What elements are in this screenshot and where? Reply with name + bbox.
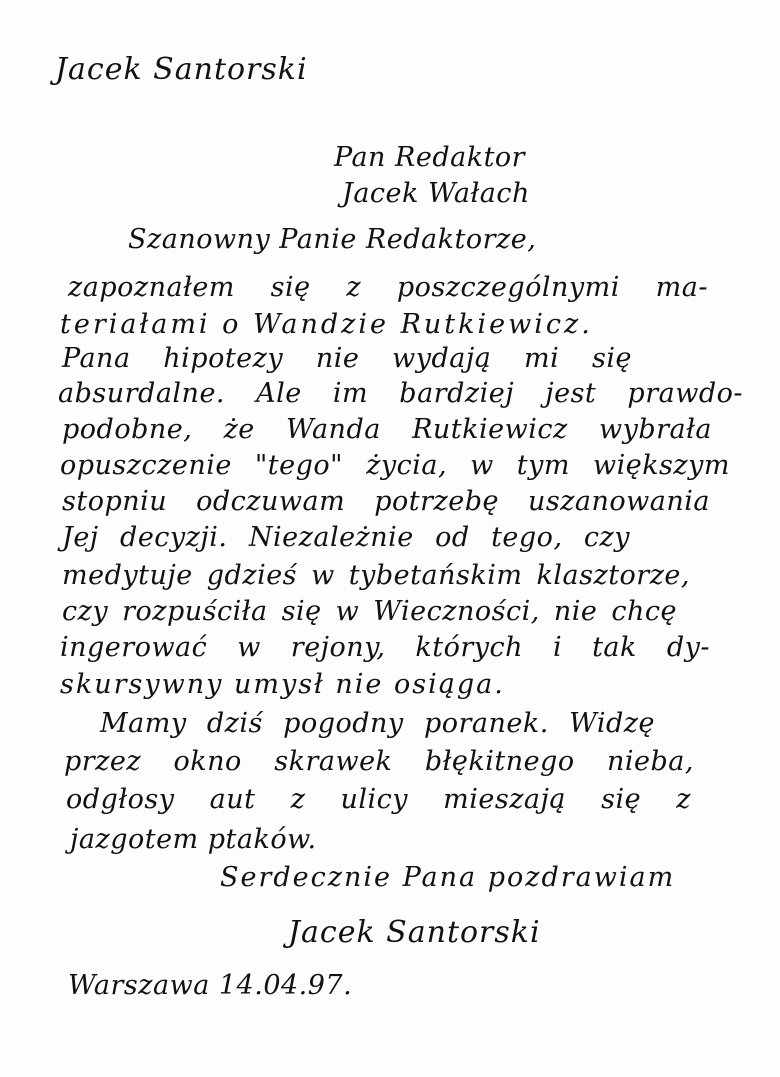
body-line-5: podobne, że Wanda Rutkiewicz wybrała bbox=[62, 414, 712, 445]
recipient-title: Pan Redaktor bbox=[334, 142, 526, 173]
body-line-14: przez okno skrawek błękitnego nieba, bbox=[64, 746, 694, 777]
closing: Serdecznie Pana pozdrawiam bbox=[220, 862, 676, 893]
body-line-13: Mamy dziś pogodny poranek. Widzę bbox=[100, 708, 655, 739]
body-line-6: opuszczenie "tego" życia, w tym większym bbox=[60, 450, 730, 481]
body-line-11: ingerować w rejony, których i tak dy- bbox=[60, 632, 710, 663]
body-line-4: absurdalne. Ale im bardziej jest prawdo- bbox=[58, 378, 743, 409]
body-line-9: medytuje gdzieś w tybetańskim klasztorze, bbox=[62, 560, 690, 591]
body-line-8: Jej decyzji. Niezależnie od tego, czy bbox=[62, 522, 630, 553]
body-line-12: skursywny umysł nie osiąga. bbox=[60, 669, 505, 700]
body-line-1: zapoznałem się z poszczególnymi ma- bbox=[68, 272, 708, 303]
body-line-10: czy rozpuściła się w Wieczności, nie chcę bbox=[62, 596, 677, 627]
body-line-15: odgłosy aut z ulicy mieszają się z bbox=[66, 784, 691, 815]
body-line-3: Pana hipotezy nie wydają mi się bbox=[62, 343, 632, 374]
body-line-2: teriałami o Wandzie Rutkiewicz. bbox=[60, 309, 593, 340]
body-line-7: stopniu odczuwam potrzebę uszanowania bbox=[62, 486, 710, 517]
place-date: Warszawa 14.04.97. bbox=[68, 970, 353, 1001]
signature: Jacek Santorski bbox=[288, 915, 541, 950]
body-line-16: jazgotem ptaków. bbox=[70, 824, 317, 855]
recipient-name: Jacek Wałach bbox=[342, 178, 530, 209]
sender-name: Jacek Santorski bbox=[55, 52, 308, 87]
salutation: Szanowny Panie Redaktorze, bbox=[128, 224, 537, 255]
